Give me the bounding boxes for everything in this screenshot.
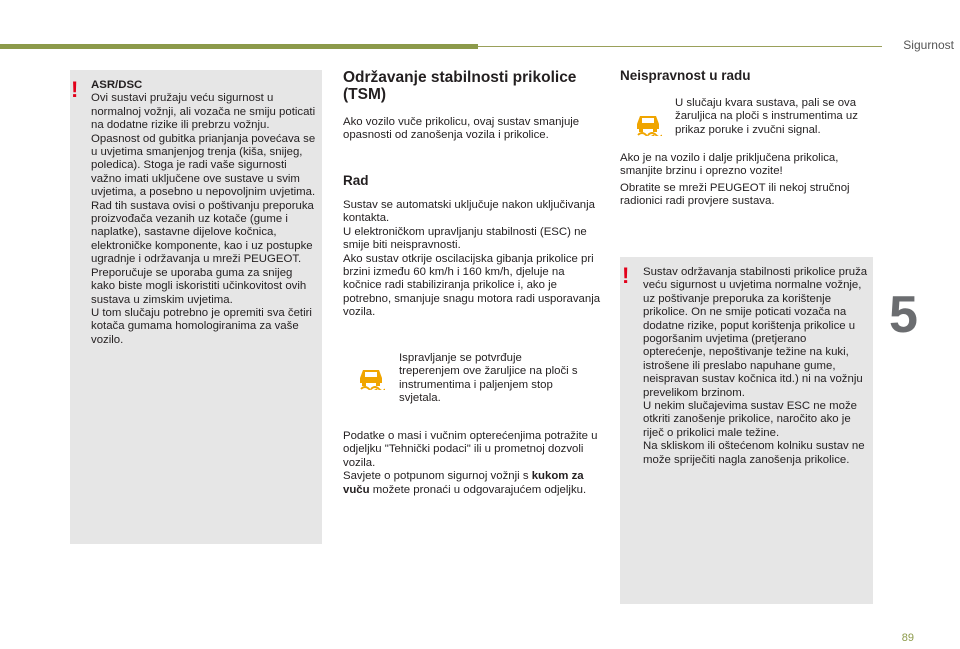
tsm-intro: Ako vozilo vuče prikolicu, ovaj sustav smanjuje opasnosti od zanošenja vozila i prikolice. [343, 116, 580, 142]
icon-description: Ispravljanje se potvrđuje treperenjem ove žaruljice na ploči s instrumentima i paljenjem stop svjetala. [399, 352, 578, 405]
warning-icon: ! [622, 263, 630, 288]
rad-heading: Rad [343, 173, 369, 188]
warning-icon: ! [71, 77, 79, 102]
outro-text: možete pronaći u odgovarajućem odjeljku. [369, 483, 587, 496]
warning-paragraph: Opasnost od gubitka prianjanja povećava se u uvjetima smanjenjog trenja (kiša, snijeg, poledica). Stoga je radi vaše sigurnosti važno imati uključene ove sustave u svim uvjetima, a posebno u nepovoljnim uvjetima. [91, 132, 316, 199]
tsm-warning-text [643, 266, 869, 467]
asr-dsc-title: ASR/DSC [91, 79, 143, 91]
page-number: 89 [901, 632, 914, 644]
warning-paragraph: Na skliskom ili oštećenom kolniku sustav ne može spriječiti nagla zanošenja prikolice. [643, 440, 865, 466]
esc-warning-light-icon [634, 112, 662, 136]
malfunction-icon-description: U slučaju kvara sustava, pali se ova žaruljica na ploči s instrumentima uz prikaz poruke i zvučni signal. [675, 97, 858, 136]
warning-paragraph: U nekim slučajevima sustav ESC ne može otkriti zanošenje prikolice, naročito ako je riječ o prikolici male težine. [643, 400, 857, 439]
rad-paragraph: Ako sustav otkrije oscilacijska gibanja prikolice pri brzini između 60 km/h i 160 km/h, djeluje na kočnice radi stabiliziranja prikolice i, ako je potrebno, smanjuje snagu motora radi usporavanja vozila. [343, 252, 601, 319]
outro-text: Savjete o potpunom sigurnoj vožnji s [343, 470, 532, 483]
warning-paragraph: Preporučuje se uporaba guma za snijeg kako biste mogli iskoristiti učinkovitost ovih sustava u zimskim uvjetima. [91, 266, 307, 306]
warning-paragraph: U tom slučaju potrebno je opremiti sva četiri kotača gumama homologiranima za vaše vozilo. [91, 306, 312, 346]
warning-paragraph: Sustav održavanja stabilnosti prikolice pruža veću sigurnost u uvjetima normalne vožnje, uz poštivanje preporuka za korištenje prikolice. On ne smije poticati vozača na dodatne rizike, poput korištenja prikolice u pogoršanim uvjetima (pretjerano opterećenje, nepoštivanje težine na kuki, istrošene ili preslabo napuhane gume, neispravan sustav kočnica itd.) ni na vožnju prevelikom brzinom. [643, 266, 868, 399]
rad-text [343, 199, 605, 320]
outro-paragraph [343, 470, 605, 497]
asr-dsc-warning-text [91, 79, 317, 347]
chapter-number: 5 [889, 286, 918, 344]
rad-paragraph: Sustav se automatski uključuje nakon uključivanja kontakta. [343, 199, 595, 225]
header-accent-bar [0, 44, 478, 49]
outro-paragraph: Podatke o masi i vučnim opterećenjima potražite u odjeljku "Tehnički podaci" ili u prometnoj dozvoli vozila. [343, 430, 598, 469]
malfunction-para-2: Obratite se mreži PEUGEOT ili nekoj stručnoj radionici radi provjere sustava. [620, 182, 850, 208]
rad-paragraph: U elektroničkom upravljanju stabilnosti (ESC) ne smije biti neispravnosti. [343, 225, 587, 252]
outro-bold-link: kukom za vuču [343, 470, 584, 496]
malfunction-para-1: Ako je na vozilo i dalje priključena prikolica, smanjite brzinu i oprezno vozite! [620, 152, 839, 178]
section-title: Sigurnost [903, 38, 954, 52]
malfunction-heading: Neispravnost u radu [620, 68, 751, 83]
warning-paragraph: Ovi sustavi pružaju veću sigurnost u normalnoj vožnji, ali vozača ne smiju poticati na dodatne rizike ili prebrzu vožnju. [91, 92, 316, 132]
esc-warning-light-icon [357, 366, 385, 390]
warning-paragraph: Rad tih sustava ovisi o poštivanju preporuka proizvođača vezanih uz kotače (gume i naplatke), sastavne dijelove kočnica, elektroničke komponente, kao i uz postupke ugradnje i održavanja u mreži PEUGEOT. [91, 199, 314, 266]
tsm-heading: Održavanje stabilnosti prikolice (TSM) [343, 69, 577, 103]
tsm-outro [343, 430, 605, 497]
